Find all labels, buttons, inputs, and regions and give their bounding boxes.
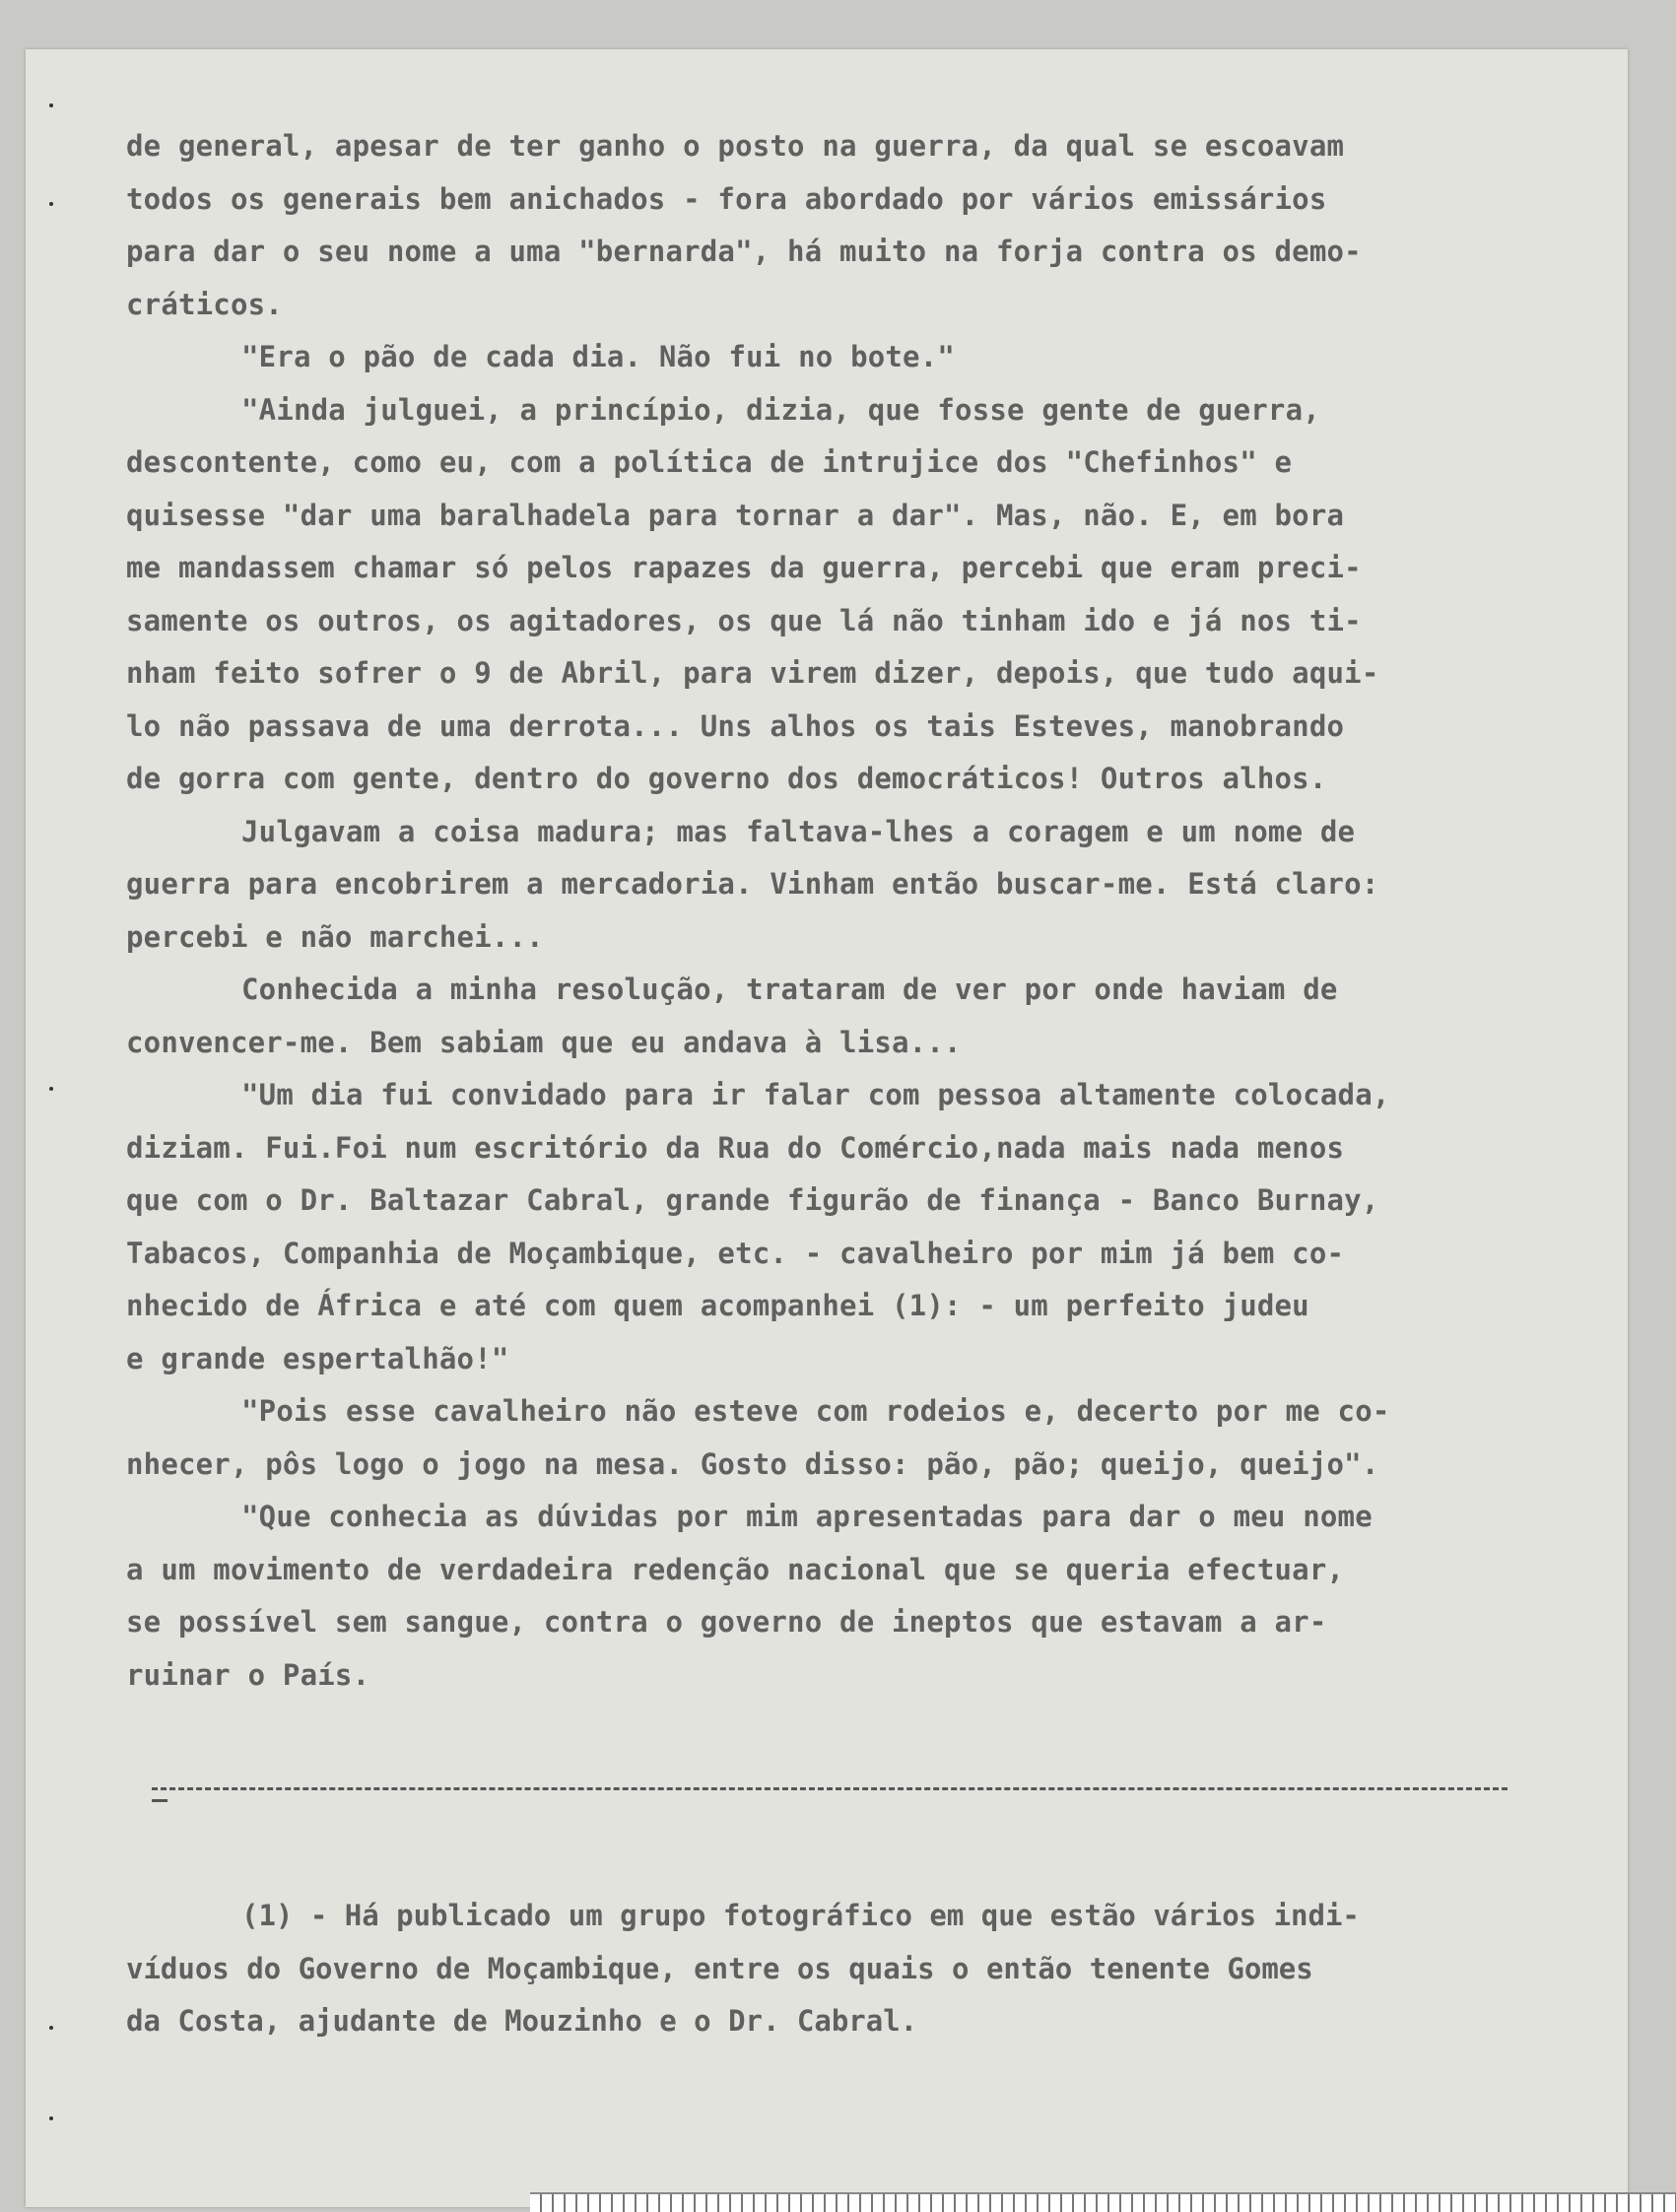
footnote <box>126 1890 1525 2048</box>
footnote-line: (1) - Há publicado um grupo fotográfico em que estão vários indi- <box>241 1899 1360 1932</box>
text-line: cráticos. <box>126 287 283 321</box>
text-line: Conhecida a minha resolução, trataram de ver por onde haviam de <box>241 972 1338 1006</box>
margin-dot <box>49 1087 53 1091</box>
footnote-line: da Costa, ajudante de Mouzinho e o Dr. Cabral. <box>126 2004 918 2038</box>
text-line: diziam. Fui.Foi num escritório da Rua do Comércio,nada mais nada menos <box>126 1130 1345 1165</box>
text-line: lo não passava de uma derrota... Uns alhos os tais Esteves, manobrando <box>126 708 1345 743</box>
text-line: de general, apesar de ter ganho o posto na guerra, da qual se escoavam <box>126 129 1345 163</box>
scan-scale-ruler <box>530 2192 1676 2212</box>
text-line: "Pois esse cavalheiro não esteve com rodeios e, decerto por me co- <box>241 1394 1390 1428</box>
body-text <box>126 120 1525 1702</box>
text-line: samente os outros, os agitadores, os que lá não tinham ido e já nos ti- <box>126 603 1362 637</box>
text-line: e grande espertalhão!" <box>126 1341 509 1375</box>
text-line: convencer-me. Bem sabiam que eu andava à lisa... <box>126 1025 962 1059</box>
footnote-separator-mark <box>152 1799 168 1802</box>
margin-dot <box>49 103 53 107</box>
text-line: "Que conhecia as dúvidas por mim apresentadas para dar o meu nome <box>241 1500 1373 1533</box>
text-line: que com o Dr. Baltazar Cabral, grande figurão de finança - Banco Burnay, <box>126 1183 1379 1217</box>
text-line: se possível sem sangue, contra o governo de ineptos que estavam a ar- <box>126 1605 1327 1639</box>
text-line: a um movimento de verdadeira redenção nacional que se queria efectuar, <box>126 1552 1345 1586</box>
text-line: quisesse "dar uma baralhadela para tornar a dar". Mas, não. E, em bora <box>126 498 1345 532</box>
text-line: nhecido de África e até com quem acompanhei (1): - um perfeito judeu <box>126 1289 1309 1322</box>
text-line: nhecer, pôs logo o jogo na mesa. Gosto disso: pão, pão; queijo, queijo". <box>126 1446 1379 1481</box>
text-line: "Um dia fui convidado para ir falar com pessoa altamente colocada, <box>241 1078 1390 1111</box>
text-line: para dar o seu nome a uma "bernarda", há muito na forja contra os demo- <box>126 235 1362 268</box>
text-line: percebi e não marchei... <box>126 919 544 954</box>
footnote-separator <box>152 1787 1508 1794</box>
text-line: guerra para encobrirem a mercadoria. Vinham então buscar-me. Está claro: <box>126 867 1379 901</box>
footnote-line: víduos do Governo de Moçambique, entre os quais o então tenente Gomes <box>126 1951 1313 1985</box>
text-line: nham feito sofrer o 9 de Abril, para virem dizer, depois, que tudo aqui- <box>126 656 1379 690</box>
text-line: descontente, como eu, com a política de intrujice dos "Chefinhos" e <box>126 445 1293 479</box>
text-line: todos os generais bem anichados - fora abordado por vários emissários <box>126 181 1327 216</box>
text-line: ruinar o País. <box>126 1657 370 1692</box>
margin-dot <box>49 202 53 206</box>
text-line: me mandassem chamar só pelos rapazes da guerra, percebi que eram preci- <box>126 551 1362 584</box>
text-line: "Ainda julguei, a princípio, dizia, que fosse gente de guerra, <box>241 392 1320 427</box>
text-line: de gorra com gente, dentro do governo dos democráticos! Outros alhos. <box>126 762 1327 795</box>
text-line: Tabacos, Companhia de Moçambique, etc. - cavalheiro por mim já bem co- <box>126 1236 1345 1270</box>
margin-dot <box>49 2026 53 2030</box>
margin-dot <box>49 2116 53 2120</box>
text-line: "Era o pão de cada dia. Não fui no bote." <box>241 340 956 373</box>
text-line: Julgavam a coisa madura; mas faltava-lhes a coragem e um nome de <box>241 814 1356 848</box>
